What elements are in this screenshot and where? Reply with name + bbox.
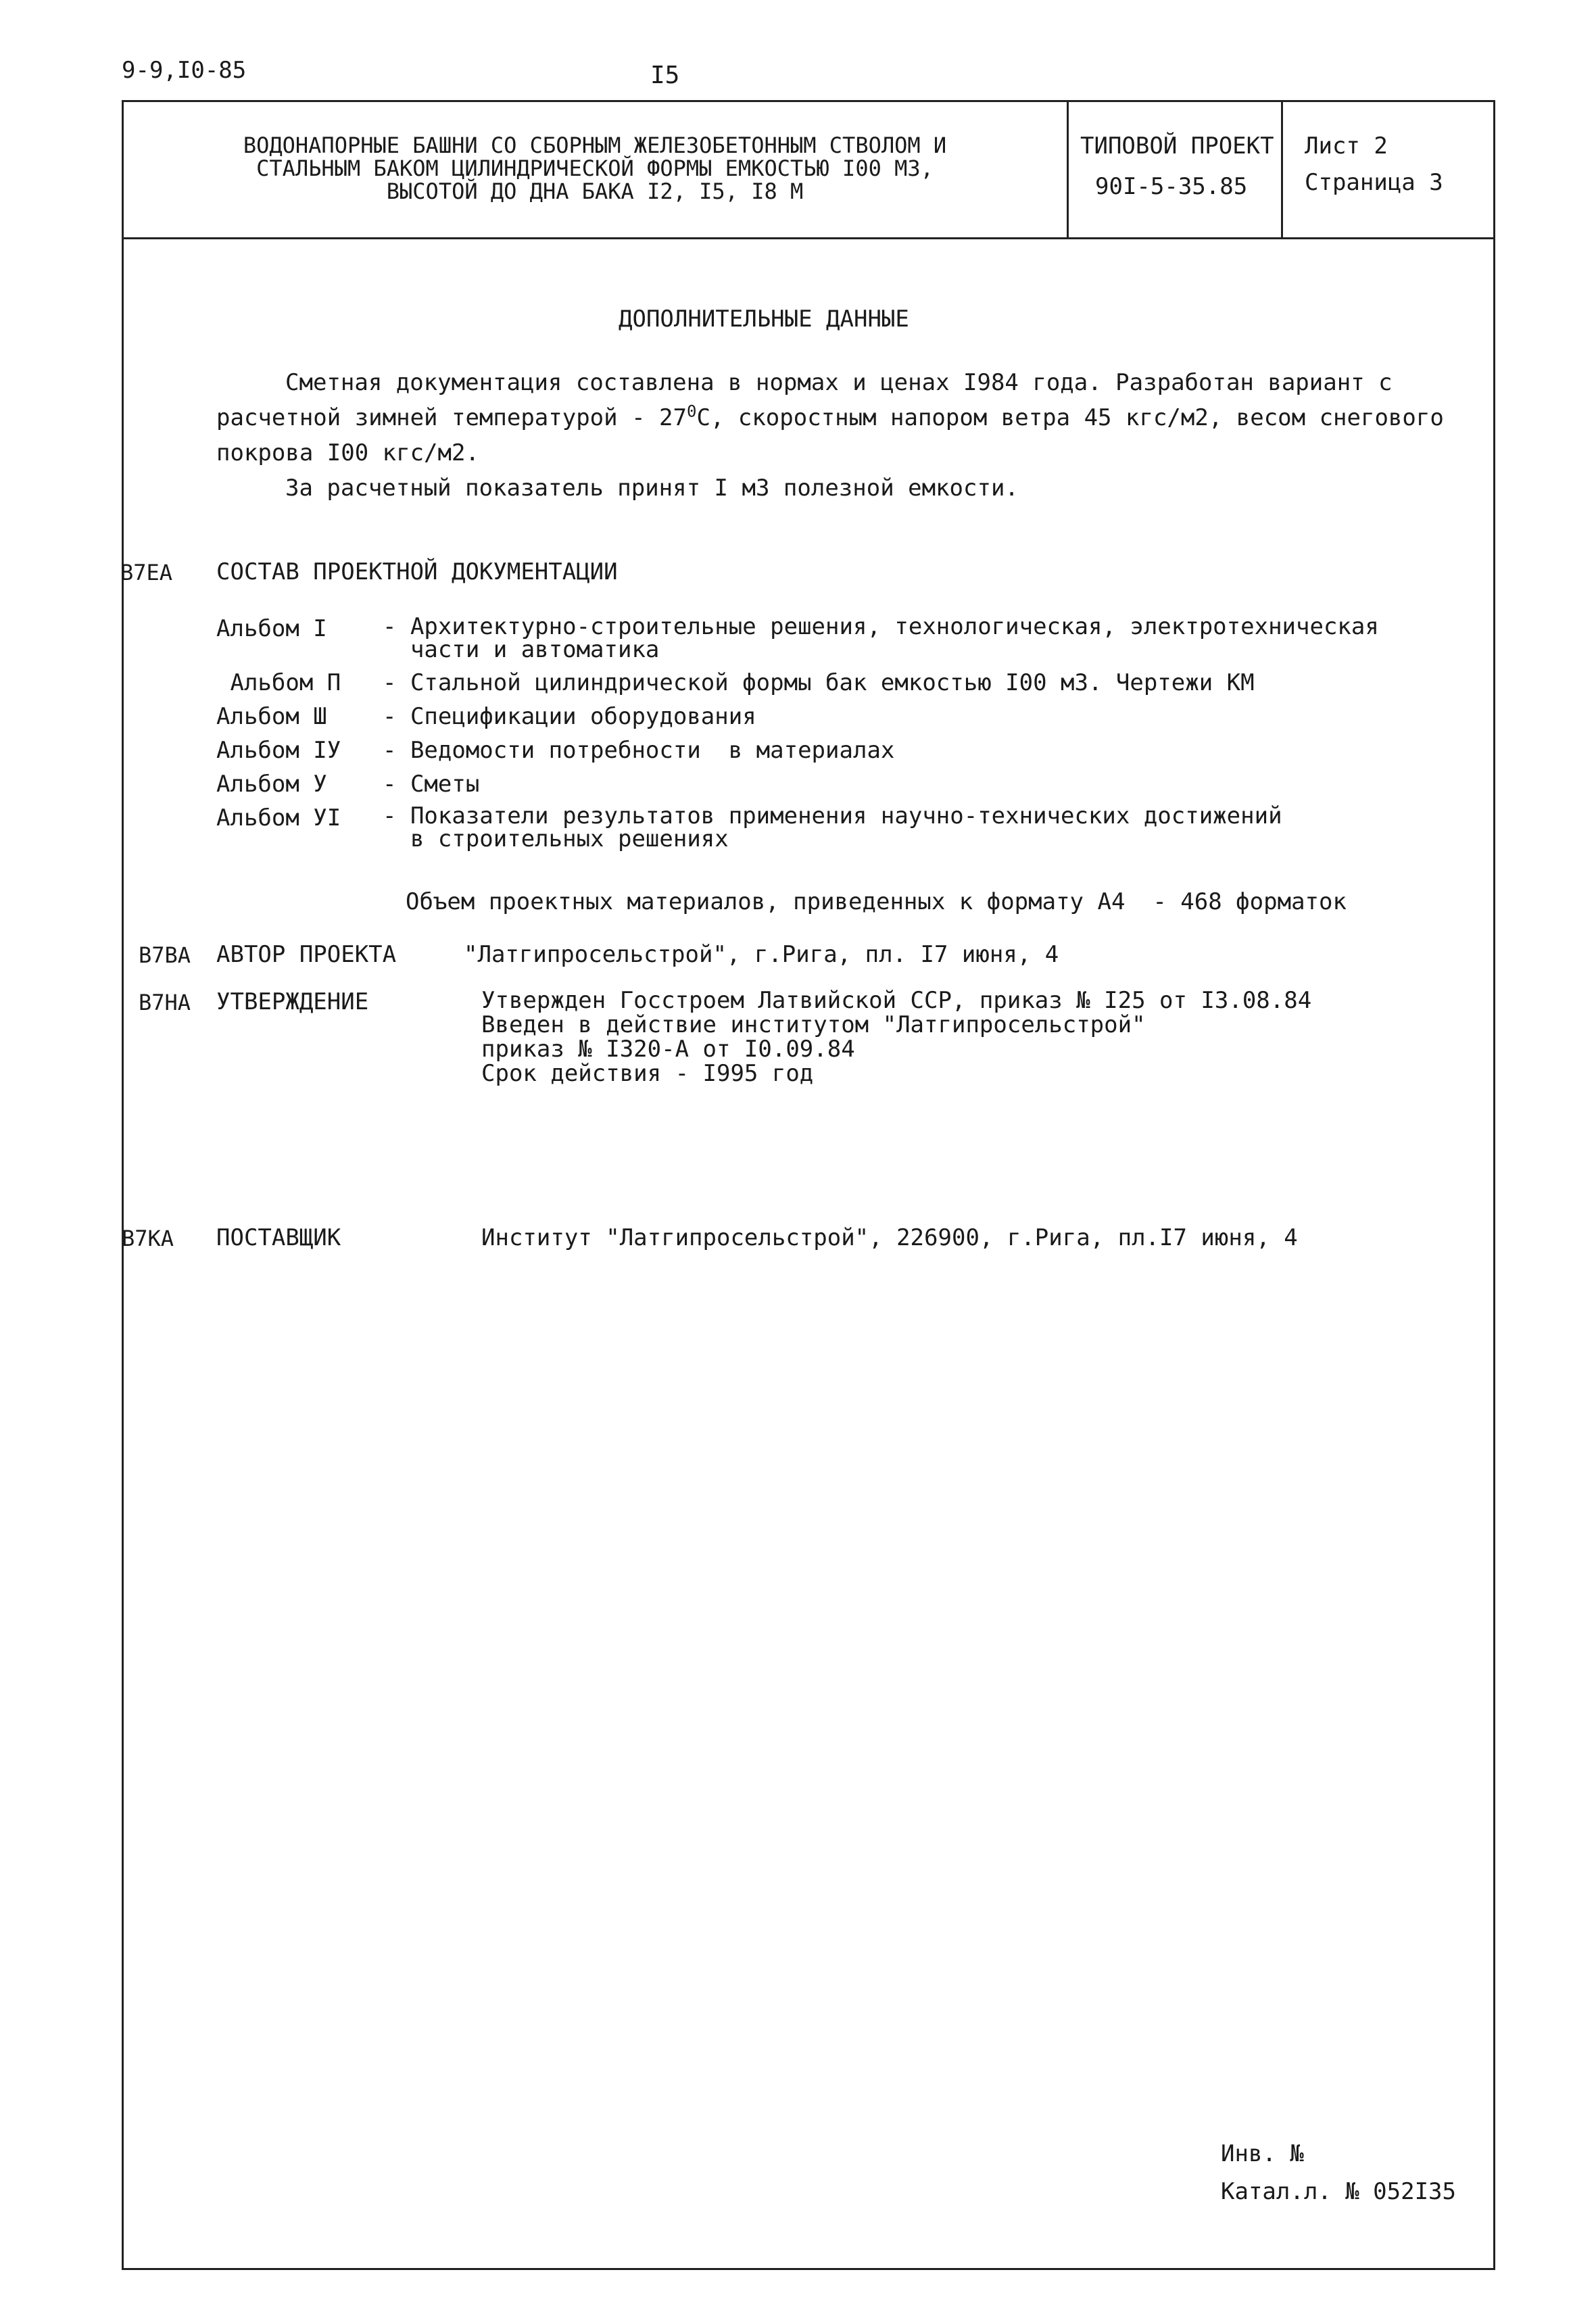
album-name: Альбом УI — [216, 804, 341, 831]
composition-code: В7ЕА — [120, 560, 173, 585]
para2: За расчетный показатель принят I м3 полезной емкости. — [285, 475, 1019, 502]
album-desc: - Сметы — [383, 771, 480, 798]
album-desc: - Стальной цилиндрической формы бак емкостью I00 м3. Чертежи КМ — [383, 669, 1255, 696]
supplier-label: ПОСТАВЩИК — [216, 1224, 341, 1251]
title-block-divider-1 — [1067, 100, 1069, 239]
approval-line-3: приказ № I320-А от I0.09.84 — [481, 1036, 855, 1063]
para1-line1: Сметная документация составлена в нормах и ценах I984 года. Разработан вариант с — [285, 369, 1393, 396]
title-line-3: ВЫСОТОЙ ДО ДНА БАКА I2, I5, I8 М — [386, 178, 804, 204]
album-name: Альбом Ш — [216, 703, 327, 730]
title-block-title — [135, 134, 1055, 203]
album-desc: - Ведомости потребности в материалах — [383, 737, 895, 764]
degree-superscript: 0 — [686, 402, 697, 421]
page-number: I5 — [650, 62, 680, 89]
title-block-bottom-rule — [122, 237, 1495, 239]
volume-note: Объем проектных материалов, приведенных к формату А4 - 468 форматок — [406, 888, 1347, 915]
album-desc: - Спецификации оборудования — [383, 703, 756, 730]
para1-line3: покрова I00 кгс/м2. — [216, 439, 479, 466]
inventory-number: Инв. № — [1221, 2140, 1304, 2167]
additional-data-heading: ДОПОЛНИТЕЛЬНЫЕ ДАННЫЕ — [619, 306, 909, 333]
approval-code: В7НА — [139, 990, 191, 1015]
catalog-number: Катал.л. № 052I35 — [1221, 2178, 1456, 2205]
composition-heading: СОСТАВ ПРОЕКТНОЙ ДОКУМЕНТАЦИИ — [216, 558, 618, 585]
album-desc-cont: части и автоматика — [383, 636, 660, 663]
approval-text — [481, 988, 1311, 1086]
author-code: В7ВА — [139, 942, 191, 968]
approval-line-2: Введен в действие институтом "Латгипросельстрой" — [481, 1011, 1146, 1038]
album-desc: - Показатели результатов применения научно-технических достижений — [383, 802, 1282, 829]
approval-label: УТВЕРЖДЕНИЕ — [216, 988, 369, 1015]
sheet-number: Лист 2 — [1305, 132, 1388, 160]
album-name: Альбом I — [216, 615, 327, 642]
page-label: Страница 3 — [1305, 169, 1443, 196]
supplier-value: Институт "Латгипросельстрой", 226900, г.Рига, пл.I7 июня, 4 — [481, 1224, 1298, 1251]
para1-line2: расчетной зимней температурой - $27^0С$, скоростным напором ветра 45 кгс/м2, весом снегового — [216, 402, 1444, 431]
additional-data-paragraph-1 — [216, 365, 1444, 506]
project-type: ТИПОВОЙ ПРОЕКТ — [1080, 132, 1274, 160]
document-code: 9-9,I0-85 — [122, 57, 247, 84]
supplier-code: В7КА — [122, 1226, 174, 1251]
author-label: АВТОР ПРОЕКТА — [216, 941, 397, 968]
album-name: Альбом IУ — [216, 737, 341, 764]
album-name: Альбом П — [216, 669, 341, 696]
title-line-1: ВОДОНАПОРНЫЕ БАШНИ СО СБОРНЫМ ЖЕЛЕЗОБЕТОННЫМ СТВОЛОМ И — [243, 132, 947, 158]
project-number: 90I-5-35.85 — [1095, 173, 1248, 200]
album-name: Альбом У — [216, 771, 327, 798]
approval-line-4: Срок действия - I995 год — [481, 1060, 814, 1087]
approval-line-1: Утвержден Госстроем Латвийской ССР, приказ № I25 от I3.08.84 — [481, 987, 1312, 1014]
title-line-2: СТАЛЬНЫМ БАКОМ ЦИЛИНДРИЧЕСКОЙ ФОРМЫ ЕМКОСТЬЮ I00 М3, — [256, 155, 934, 181]
title-block-divider-2 — [1281, 100, 1283, 239]
album-desc-cont: в строительных решениях — [383, 825, 729, 852]
album-desc: - Архитектурно-строительные решения, технологическая, электротехническая — [383, 613, 1379, 640]
author-value: "Латгипросельстрой", г.Рига, пл. I7 июня, 4 — [464, 941, 1059, 968]
